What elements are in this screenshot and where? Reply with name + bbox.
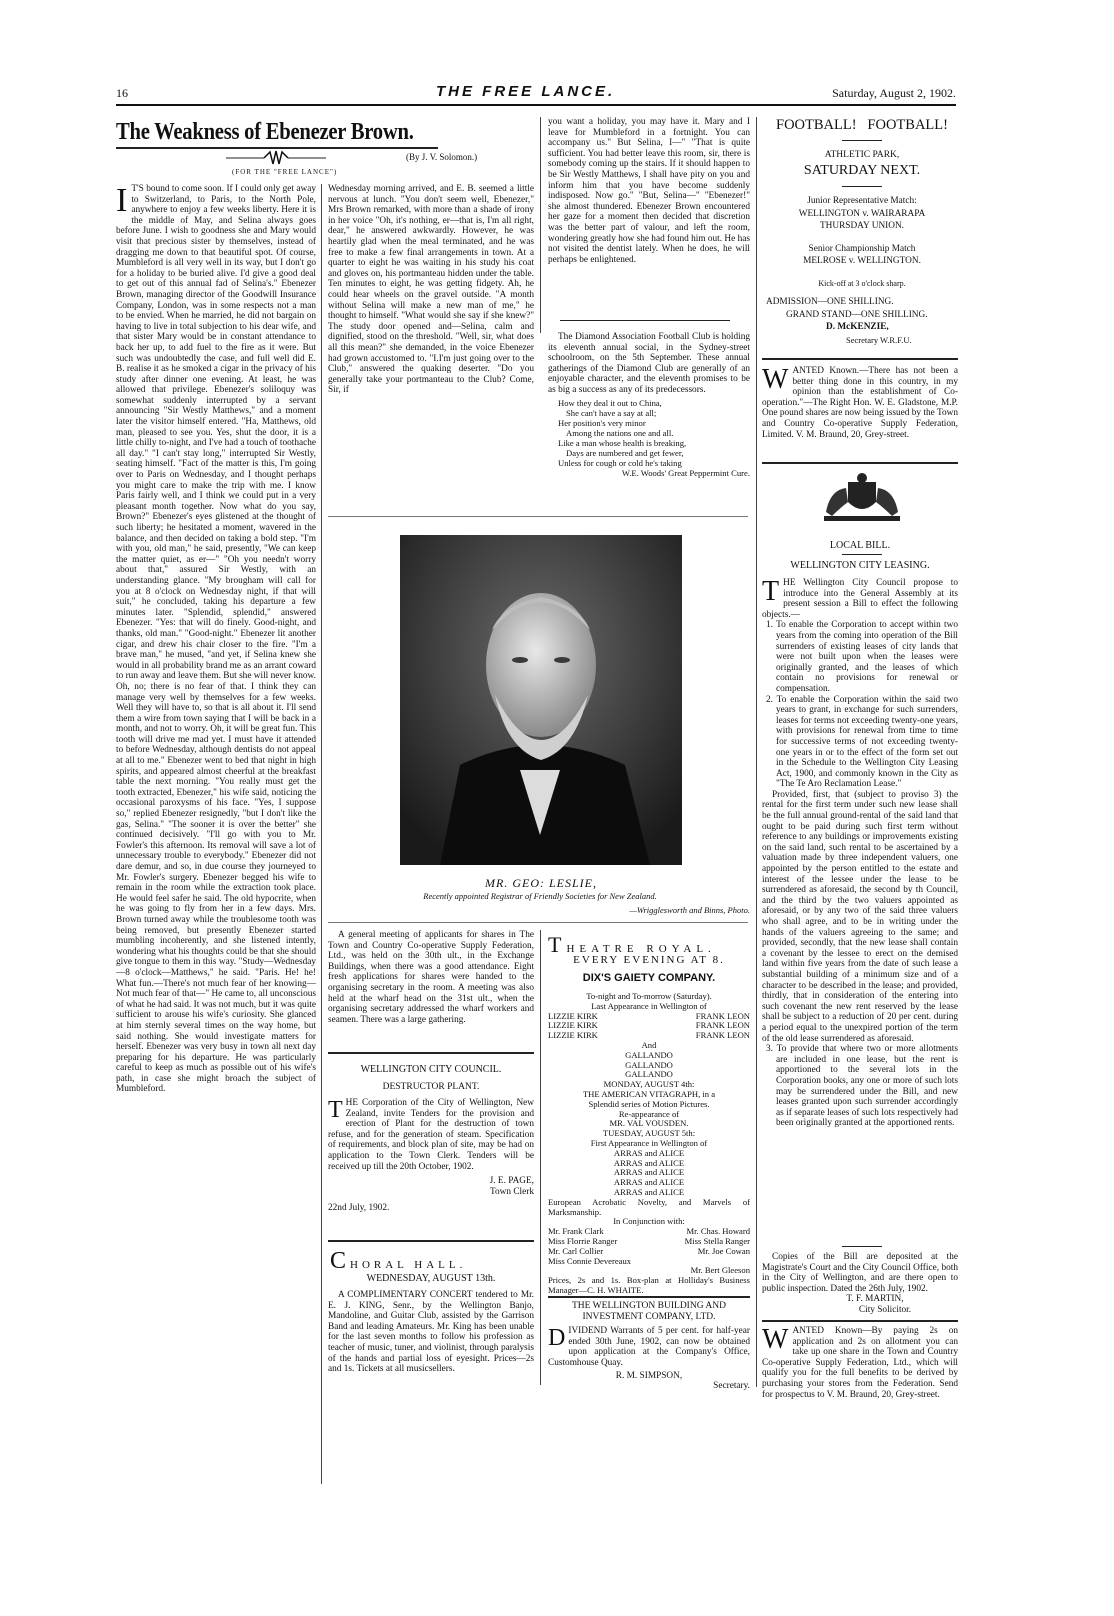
theatre-vitagraph: THE AMERICAN VITAGRAPH, in a [582,1088,716,1099]
council-dropcap: T [328,1097,343,1123]
choral-heading [330,1248,534,1275]
local-bill-item-2: 2. To enable the Corporation within the said two years to grant, in exchange for such surrenders, leases for terms not exceeding twenty-one years, with provisions for renewal from time to time for successive terms of not exceeding twenty-one years in or to the effect of the form set out in the Schedule to the Wellington City Leasing Act, 1900, and commonly known in the City as "The Te Aro Reclamation Lease." [766,694,958,790]
local-bill-copies [762,1252,958,1316]
theatre-splendid: Splendid series of Motion Pictures. [588,1098,710,1109]
portrait-top-rule [328,516,748,517]
story-end-rule [560,320,730,321]
wanted-known-1 [762,366,958,440]
football-heading: FOOTBALL! FOOTBALL! [776,117,948,133]
arras-4: ARRAS and ALICE [613,1177,685,1188]
portrait-caption-name: MR. GEO: LESLIE, [485,876,597,890]
local-bill-rule [842,554,882,555]
theatre-intro-1: To-night and To-morrow (Saturday). [586,991,712,1001]
poem-line-6: Days are numbered and get fewer, [566,447,684,458]
story-title: The Weakness of Ebenezer Brown. [116,119,414,145]
story-col2-text: Wednesday morning arrived, and E. B. seemed a little nervous at lunch. "You don't seem well, Ebenezer," Mrs Brown remarked, with more than a shade of irony in her voice "Oh, it's nothing, er—that is, I'm all right, dear," he answered awkwardly. However, he was heartily glad when the meal terminated, and he was free to make a few final arrangements in town. At a quarter to eight he was waiting in his study his coat and gloves on, his portmanteau hidden under the table. Ten minutes to eight, he was getting fidgety. Ah, he could hear wheels on the gravel outside. "A month without Selina will make a new man of me," he thought to himself. "What would she say if she knew?" The study door opened and—Selina, calm and dignified, stood on the threshold. "Well, sir, what does all this mean?" she demanded, in the voice Ebenezer had grown accustomed to. "I.I'm just going over to the Club," answered the quaking deserter. "Do you generally take your portmanteau to the Club? Come, Sir, if [328,184,534,396]
story-col3-text: you want a holiday, you may have it. Mary and I leave for Mumbleford in a fortnight. You can accompany us." But Selina, I—" "That is quite sufficient. You had better leave this room, sir, there is somebody coming up the stairs. If it should happen to be Sir Westly Matthews, I shall have pity on you and inform him that you have become suddenly indisposed. Now go." "But, Selina—" "Ebenezer!" she almost thundered. Ebenezer Brown encountered her gaze for a moment then decided that discretion was the better part of valour, and left the room, wondering greatly how she had found him out. He has not visited the dentist lately. When he does, he will perhaps be enlightened. [548,117,750,265]
theatre-prices: Prices, 2s and 1s. Box-plan at Holliday's Business Manager—C. H. WHAITE. [548,1275,750,1295]
poem-source: W.E. Woods' Great Peppermint Cure. [621,467,750,478]
cast-right: Mr. Chas. Howard [686,1226,750,1237]
local-bill-intro: HE Wellington City Council propose to introduce into the General Assembly at its present session a Bill to effect the following objects.— [762,578,958,620]
portrait-photo [400,535,682,865]
local-bill-copies-text: Copies of the Bill are deposited at the Magistrate's Court and the City Council Office, both in the City of Wellington, and are there open to public inspection. Dated the 26th July, 1902. [762,1252,958,1294]
local-bill-dropcap: T [762,576,780,607]
local-bill-final-rule [762,1320,958,1322]
local-bill-provided: Provided, first, that (subject to proviso 3) the rental for the first term under such new lease shall be the full annual ground-rental of the said land that ought to be paid during such first term without reference to any buildings or improvements existing on the said land, such rental to be ascertained by a valuation made by three independent valuers, one appointed by the person entitled to the estate and interest of the lessee under the lease to be surrendered as aforesaid, the second by th Council, and the third by the two valuers appointed as aforesaid, or by any two of the said three valuers who shall agree, and to be in writing under the hands of the valuers agreeing to the same; and provided, secondly, that the new lease shall contain a covenant by the lessee to erect on the demised land within five years from the date of such lease a substantial building of a minimum size and of a character to be described in the lease; and provided, thirdly, that in consideration of the entering into such covenant the new rent reserved by the lease shall be subject to a reduction of 20 per cent. during a period equal to the unexpired portion of the term of the old lease surrendered as aforesaid. [762,789,958,1044]
grand-stand: GRAND STAND—ONE SHILLING. [786,309,928,320]
cast-left: Miss Florrie Ranger [548,1235,618,1246]
poem [548,398,750,478]
choral-date: WEDNESDAY, AUGUST 13th. [366,1273,496,1284]
admission: ADMISSION—ONE SHILLING. [766,297,894,307]
football-secretary: D. McKENZIE, [826,322,889,332]
arras-1: ARRAS and ALICE [613,1147,685,1158]
theatre-line: EVERY EVENING AT 8. [573,954,725,966]
wanted1-rule [762,462,958,464]
local-bill-notice [762,578,958,1129]
council-date: 22nd July, 1902. [328,1203,390,1214]
issue-date: Saturday, August 2, 1902. [832,86,956,100]
poem-line-2: She can't have a say at all; [566,407,657,418]
wanted-known-2 [762,1326,958,1400]
local-bill-heading: LOCAL BILL. [829,540,891,551]
title-underline [116,147,438,149]
junior-thursday: THURSDAY UNION. [819,221,905,231]
col-divider-3 [540,930,541,1385]
football-rule-2 [842,186,882,187]
council-heading: WELLINGTON CITY COUNCIL. [360,1064,502,1075]
theatre-conj: In Conjunction with: [613,1216,685,1227]
senior-teams: MELROSE v. WELLINGTON. [803,256,921,266]
cast-right: Mr. Joe Cowan [697,1245,750,1256]
theatre-euro: European Acrobatic Novelty, and Marvels of Marksmanship. [548,1196,750,1217]
theatre-reappear: Re-appearance of [618,1108,680,1119]
football-venue: ATHLETIC PARK, [824,150,900,160]
gallando-1: GALLANDO [625,1049,673,1060]
junior-label: Junior Representative Match: [807,196,917,206]
building-heading: THE WELLINGTON BUILDING AND INVESTMENT COMPANY, LTD. [572,1301,726,1322]
cast-right: FRANK LEON [695,1010,750,1021]
wanted1-dropcap: W [762,364,789,395]
junior-teams: WELLINGTON v. WAIRARAPA [798,208,926,219]
theatre-rule [548,1296,750,1298]
story-column-1 [116,184,316,1484]
theatre-vousden: MR. VAL VOUSDEN. [609,1118,689,1129]
newspaper-title: THE FREE LANCE. [436,83,616,100]
local-bill-signer-title: City Solicitor. [858,1304,912,1315]
poem-line-5: Like a man whose health is breaking, [558,437,687,448]
cast-right: Miss Stella Ranger [684,1235,750,1246]
arras-5: ARRAS and ALICE [613,1186,685,1197]
council-text: HE Corporation of the City of Wellington, New Zealand, invite Tenders for the provision and erection of Plant for the destruction of town refuse, and for the generation of steam. Specification of requirements, and block plan of site, may be had on application to the Town Clerk. Tenders will be received up till the 20th October, 1902. [328,1098,534,1172]
building-text: IVIDEND Warrants of 5 per cent. for half-year ended 30th June, 1902, can now be obtained upon application at the Company's Office, Customhouse Quay. [548,1326,750,1368]
cast-right: FRANK LEON [695,1020,750,1031]
building-signer: R. M. SIMPSON, [615,1370,683,1381]
wanted2-dropcap: W [762,1324,789,1355]
poem-line-4: Among the nations one and all. [566,427,674,438]
council-signer-title: Town Clerk [489,1186,534,1197]
theatre-tuesday: TUESDAY, AUGUST 5th: [602,1128,696,1139]
cast-left: LIZZIE KIRK [548,1010,598,1021]
story-column-3 [548,117,750,317]
col-divider-1 [321,184,322,1484]
story-dropcap: I [116,182,128,219]
poem-line-1: How they deal it out to China, [558,397,662,408]
poem-line-3: Her position's very minor [558,417,646,428]
theatre-bill [548,992,750,1296]
theatre-dropcap: T [548,932,567,957]
football-end-rule [762,358,958,360]
diamond-club-text: The Diamond Association Football Club is holding its eleventh annual social, in the Sydney-street schoolroom, on the 5th September. These annual gatherings of the Diamond Club are generally of an enjoyable character, and the eleventh promises to be as big a success as any of its predecessors. [548,332,750,395]
choral-dropcap: C [330,1248,351,1274]
choral-heading-rest: HORAL HALL. [350,1259,467,1271]
story-for-line: (FOR THE "FREE LANCE") [232,168,338,176]
council-subheading: DESTRUCTOR PLANT. [382,1082,480,1092]
council-signer: J. E. PAGE, [489,1176,534,1187]
local-bill-subheading: WELLINGTON CITY LEASING. [790,560,930,571]
portrait-caption-credit: —Wrigglesworth and Binns, Photo. [629,905,750,915]
council-notice [328,1098,534,1214]
council-rule [328,1240,534,1242]
story-col1-text: T'S bound to come soon. If I could only get away to Switzerland, to Paris, to the North Pole, anywhere to enjoy a few weeks liberty. Here it is the middle of May, and Selina always goes before June. I wish to goodness she and Mary would visit that precious sister by themselves, instead of dragging me down to that beautiful spot. Of course, Mumbleford is all very well in its way, but I don't go for a holiday to be buried alive. I'd give a good deal to get out of this annual fad of Selina's." Ebenezer Brown, managing director of the Goodwill Insurance Company, London, was in some respects not a man to be envied. When he married, he did not bargain on having to live in total subjection to his dear wife, and that sister Mary would be in constant attendance to back her up, to add fuel to the fire as it were. But such was undoubtedly the case, and full well did E. B. realise it as he smoked a cigar in the privacy of his study after dinner one evening. At least, he was allowed that privilege. Ebenezer's soliloquy was somewhat suddenly interrupted by a servant announcing "Sir Westly Matthews," and a moment later the visitor himself entered. "Ha, Matthews, old man, pleased to see you. Yes, shut the door, it is a little chilly to-night, and I've had a touch of toothache all day." "I can't stay long," interrupted Sir Westly, seating himself. "Fact of the matter is this, I'm going over to Paris on Wednesday, and I thought perhaps you might care to make the trip with me. I know Paris fairly well, and I think we could put in a very pleasant month together. Now what do you say, Brown?" Ebenezer's eyes glistened at the thought of such liberty; he hesitated a moment, wavered in the balance, and then decided on taking a bold step. "I'm with you, old man," he said, presently, "We can keep the matter quiet, as er—" "Oh you needn't worry about that," assured Sir Westly, with an understanding glance. "My brougham will call for you at 8 o'clock on Wednesday night, if that will suit," he concluded, taking his departure a few minutes later. "Splendid, splendid," answered Ebenezer. "Yes: that will do finely. Good-night, and thanks, old man." "Good-night." Ebenezer lit another cigar, and drew his chair closer to the fire. "I'm a brave man," he mused, "and yet, if Selina knew she would in all probability brand me as an arrant coward to run away and leave them. But she will never know. Oh, no; there is no fear of that. I think they can manage very well by themselves for a few weeks. Well they will have to, so that is all about it. I'll send them a wire from town saying that I will be back in a month, and not to worry. Oh, it will be great fun. This tooth will drive me mad yet. I must have it attended to before Wednesday, although dentists do not appeal at all to me." Ebenezer went to bed that night in high spirits, and appeared almost cheerful at the breakfast table the next morning. "You really must get the tooth extracted, Ebenezer," his wife said, noticing the occasional paroxysms of his face. "Yes, I suppose so," replied Ebenezer resignedly, "but I don't like the gas, Selina." "The sooner it is over the better" she continued decisively. "I'll go with you to Mr. Fowler's this afternoon. Its removal will save a lot of unnecessary trouble to everybody." Ebenezer did not dare demur, and so, in due course they journeyed to Mr. Fowler's surgery. Ebenezer begged his wife to remain in the room while the extraction took place. He would feel safer he said. The old hypocrite, when he was going to fly from her in a few days. Mrs. Brown turned away while the troublesome tooth was being removed, but presently Ebenezer started mumbling incoherently, and she listened intently, wondering what his thoughts could be that she should give tongue to them in this way. "Study—Wednesday—8 o'clock—Matthews," he said. "Paris. He! he! What fun.—There's not much fear of her knowing—Not much fear of that—" He came to, all unconscious of what he had said. It was not much, but it was quite sufficient to arouse his wife's curiosity. She glanced at him sternly several times on the way home, but said nothing. She would investigate matters for herself. Ebenezer was very busy in town all next day preparing for his departure. He was particularly careful to keep as much as possible out of his wife's path, in case she might broach the subject of Mumbleford. [116,184,317,1095]
wanted2-text: ANTED Known—By paying 2s on application and 2s on allotment you can take up one share in the Town and Country Co-operative Supply Federation, Ltd., which will qualify you for the full benefits to be derived by purchasing your stores from the Federation. Send for prospectus to V. M. Braund, 20, Grey-street. [762,1326,958,1400]
col-divider-2 [540,117,541,333]
football-admission [766,296,962,346]
gallando-3: GALLANDO [625,1069,673,1080]
shares-meeting-text: A general meeting of applicants for shares in The Town and Country Co-operative Supply Federation, Ltd., was held on the 30th ult., in the Exchange Buildings, when there was a good attendance. Eight fresh applications for shares were handed to the organising secretary in the room. A meeting was also held at the wharf head on the 31st ult., when the organising secretary addressed the wharf workers and seamen. There was a large gathering. [328,930,534,1025]
theatre-heading-rest: HEATRE ROYAL. [566,943,716,955]
theatre-monday: MONDAY, AUGUST 4th: [603,1079,695,1090]
local-bill-end-rule [842,1246,882,1247]
coat-of-arms-icon [818,472,906,524]
masthead-rule [116,104,956,106]
theatre-first: First Appearance in Wellington of [590,1137,708,1148]
theatre-company: DIX'S GAIETY COMPANY. [582,972,716,984]
col-divider-4 [756,117,757,1387]
cast-left: Mr. Frank Clark [548,1226,604,1237]
portrait-bottom-rule [328,922,748,923]
football-secretary-title: Secretary W.R.F.U. [846,334,912,345]
story-column-2 [328,184,534,396]
cast-single: Miss Connie Devereaux [548,1255,632,1266]
gallando-2: GALLANDO [625,1059,673,1070]
portrait-caption-role: Recently appointed Registrar of Friendly Societies for New Zealand. [423,891,657,901]
wanted1-text: ANTED Known.—There has not been a better thing done in this country, in my opinion than the establishment of Co-operation."—The Right Hon. W. E. Gladstone, M.P. One pound shares are now being issued by the Town and Country Co-operative Supply Federation, Limited. V. M. Braund, 20, Grey-street. [762,366,958,440]
local-bill-item-1: 1. To enable the Corporation to accept within two years from the coming into operation of the Bill surrenders of existing leases of city lands that were not built upon when the leases were originally granted, and the leases of which contain no provisions for renewal or compensation. [766,620,958,694]
cast-right: FRANK LEON [695,1030,750,1041]
arras-3: ARRAS and ALICE [613,1167,685,1178]
cast-left: LIZZIE KIRK [548,1020,598,1031]
local-bill-item-3: 3. To provide that where two or more allotments are included in one lease, but the rent is apportioned to the several lots in the Corporation books, any one or more of such lots may be surrendered under the Bill, and new leases granted upon such surrender accordingly as if separate leases of such lots respectively had been originally granted at the apportioned rents. [766,1044,958,1129]
football-day: SATURDAY NEXT. [803,163,921,178]
theatre-intro-2: Last Appearance in Wellington of [591,1000,707,1011]
kickoff: Kick-off at 3 o'clock sharp. [818,278,906,288]
cast-left: LIZZIE KIRK [548,1030,598,1041]
diamond-club-notice [548,332,750,478]
story-byline: (By J. V. Solomon.) [406,152,478,162]
senior-label: Senior Championship Match [808,243,916,254]
theatre-and: And [641,1039,657,1050]
building-company-notice [548,1301,750,1392]
shares-rule [328,1052,534,1054]
shares-meeting-notice [328,930,534,1025]
football-rule [842,140,882,141]
cast-left: Mr. Carl Collier [548,1245,604,1256]
ornament-icon [226,150,326,166]
choral-notice [328,1290,534,1375]
football-matches [762,195,962,290]
arras-2: ARRAS and ALICE [613,1157,685,1168]
building-signer-title: Secretary. [713,1381,750,1392]
local-bill-signer: T. F. MARTIN, [846,1294,904,1305]
cast-bert: Mr. Bert Gleeson [690,1265,750,1276]
choral-text: A COMPLIMENTARY CONCERT tendered to Mr. E. J. KING, Senr., by the Wellington Banjo, Mandoline, and Guitar Club, assisted by the Garrison Band and leading Amateurs. Mr. King has been unable for the last seven months to follow his profession as teacher of music, tuner, and violinist, through paralysis of the hands and partial loss of eyesight. Prices—2s and 1s. Tickets at all musicsellers. [328,1290,534,1375]
poem-line-7: Unless for cough or cold he's taking [558,457,682,468]
building-dropcap: D [548,1325,566,1352]
page-number: 16 [116,86,128,100]
